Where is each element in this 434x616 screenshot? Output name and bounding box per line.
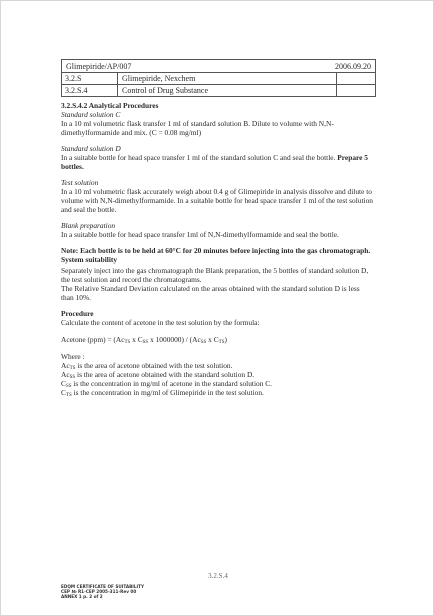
def-text: is the area of acetone obtained with the standard solution D. bbox=[75, 370, 255, 379]
header-desc: Glimepiride, Nexchem bbox=[118, 73, 337, 84]
footer-line: CEP № R1-CEP 2005-311-Rev 00 bbox=[61, 589, 137, 594]
def-text: is the concentration in mg/ml of Glimepiride in the test solution. bbox=[71, 388, 264, 397]
header-desc: Control of Drug Substance bbox=[118, 85, 337, 96]
paragraph: Separately inject into the gas chromatograph the Blank preparation, the 5 bottles of standard solution D, the test solution and record the chromatograms. bbox=[61, 266, 369, 284]
def-symbol: Ac bbox=[61, 370, 70, 379]
definition bbox=[61, 388, 374, 397]
def-sub: TS bbox=[65, 393, 72, 398]
def-sub: TS bbox=[69, 366, 76, 371]
section-title: 3.2.S.4.2 Analytical Procedures bbox=[61, 101, 159, 110]
formula-part: x 1000000) / (Ac bbox=[148, 335, 201, 344]
subsection-heading: Blank preparation bbox=[61, 221, 116, 230]
doc-date: 2006.09.20 bbox=[335, 61, 371, 71]
formula-sub: TS bbox=[124, 340, 131, 345]
formula-sub: SS bbox=[142, 340, 149, 345]
def-symbol: C bbox=[61, 388, 66, 397]
formula-sub: SS bbox=[200, 340, 207, 345]
formula-part: ) bbox=[224, 335, 227, 344]
document-body bbox=[61, 101, 374, 404]
header-table bbox=[61, 59, 376, 97]
note: Note: Each bottle is to be held at 60°C for 20 minutes before injecting into the gas chromatograph. bbox=[61, 246, 371, 255]
subsection-heading: Standard solution C bbox=[61, 110, 121, 119]
formula-sub: TS bbox=[218, 340, 225, 345]
subsection-heading: System suitability bbox=[61, 255, 118, 264]
bold-instruction: Prepare 5 bottles. bbox=[61, 153, 368, 171]
header-code: 3.2.S.4 bbox=[62, 85, 118, 96]
def-text: is the area of acetone obtained with the test solution. bbox=[75, 361, 233, 370]
system-suitability bbox=[61, 255, 374, 302]
header-row bbox=[62, 73, 375, 85]
formula bbox=[61, 335, 374, 344]
formula-part: x C bbox=[130, 335, 143, 344]
paragraph: In a 10 ml volumetric flask transfer 1 ml of standard solution B. Dilute to volume with N,N-dimethylformamide and mix. (C = 0.08 mg/ml) bbox=[61, 119, 334, 137]
footer-line: ANNEX 1 p. 2 of 2 bbox=[61, 594, 103, 599]
paragraph bbox=[61, 153, 374, 171]
doc-id: Glimepiride/AP/007 bbox=[66, 61, 132, 71]
def-symbol: C bbox=[61, 379, 66, 388]
paragraph: Calculate the content of acetone in the test solution by the formula: bbox=[61, 318, 260, 327]
formula-part: Acetone (ppm) = (Ac bbox=[61, 335, 125, 344]
header-empty-cell bbox=[337, 85, 375, 96]
page-number: 3.2.S.4 bbox=[208, 572, 228, 580]
definition bbox=[61, 379, 374, 388]
where-label: Where : bbox=[61, 352, 85, 361]
blank-preparation bbox=[61, 221, 374, 239]
paragraph: In a suitable bottle for head space transfer 1ml of N,N-dimethylformamide and seal the bottle. bbox=[61, 230, 339, 239]
header-empty-cell bbox=[337, 73, 375, 84]
header-row bbox=[62, 85, 375, 96]
def-symbol: Ac bbox=[61, 361, 70, 370]
subsection-heading: Standard solution D bbox=[61, 144, 121, 153]
standard-solution-c bbox=[61, 110, 374, 137]
subsection-heading: Procedure bbox=[61, 309, 94, 318]
def-sub: SS bbox=[69, 375, 76, 380]
procedure bbox=[61, 309, 374, 397]
standard-solution-d bbox=[61, 144, 374, 171]
header-top-row bbox=[62, 60, 375, 73]
def-sub: SS bbox=[65, 384, 72, 389]
certificate-footer bbox=[61, 584, 144, 599]
def-text: is the concentration in mg/ml of acetone in the standard solution C. bbox=[71, 379, 273, 388]
paragraph: In a 10 ml volumetric flask accurately weigh about 0.4 g of Glimepiride in analysis dissolve and dilute to volume with N,N-dimethylformamide. In a suitable bottle for head space transfer 1 ml of the test solution and seal the bottle. bbox=[61, 187, 373, 214]
footer-line: EDQM CERTIFICATE OF SUITABILITY bbox=[61, 584, 144, 589]
paragraph: The Relative Standard Deviation calculated on the areas obtained with the standard solution D is less than 10%. bbox=[61, 284, 360, 302]
definition bbox=[61, 361, 374, 370]
test-solution bbox=[61, 178, 374, 214]
formula-part: x C bbox=[206, 335, 219, 344]
header-code: 3.2.S bbox=[62, 73, 118, 84]
subsection-heading: Test solution bbox=[61, 178, 99, 187]
definition bbox=[61, 370, 374, 379]
paragraph-text: In a suitable bottle for head space transfer 1 ml of the standard solution C and seal the bottle. bbox=[61, 153, 336, 162]
